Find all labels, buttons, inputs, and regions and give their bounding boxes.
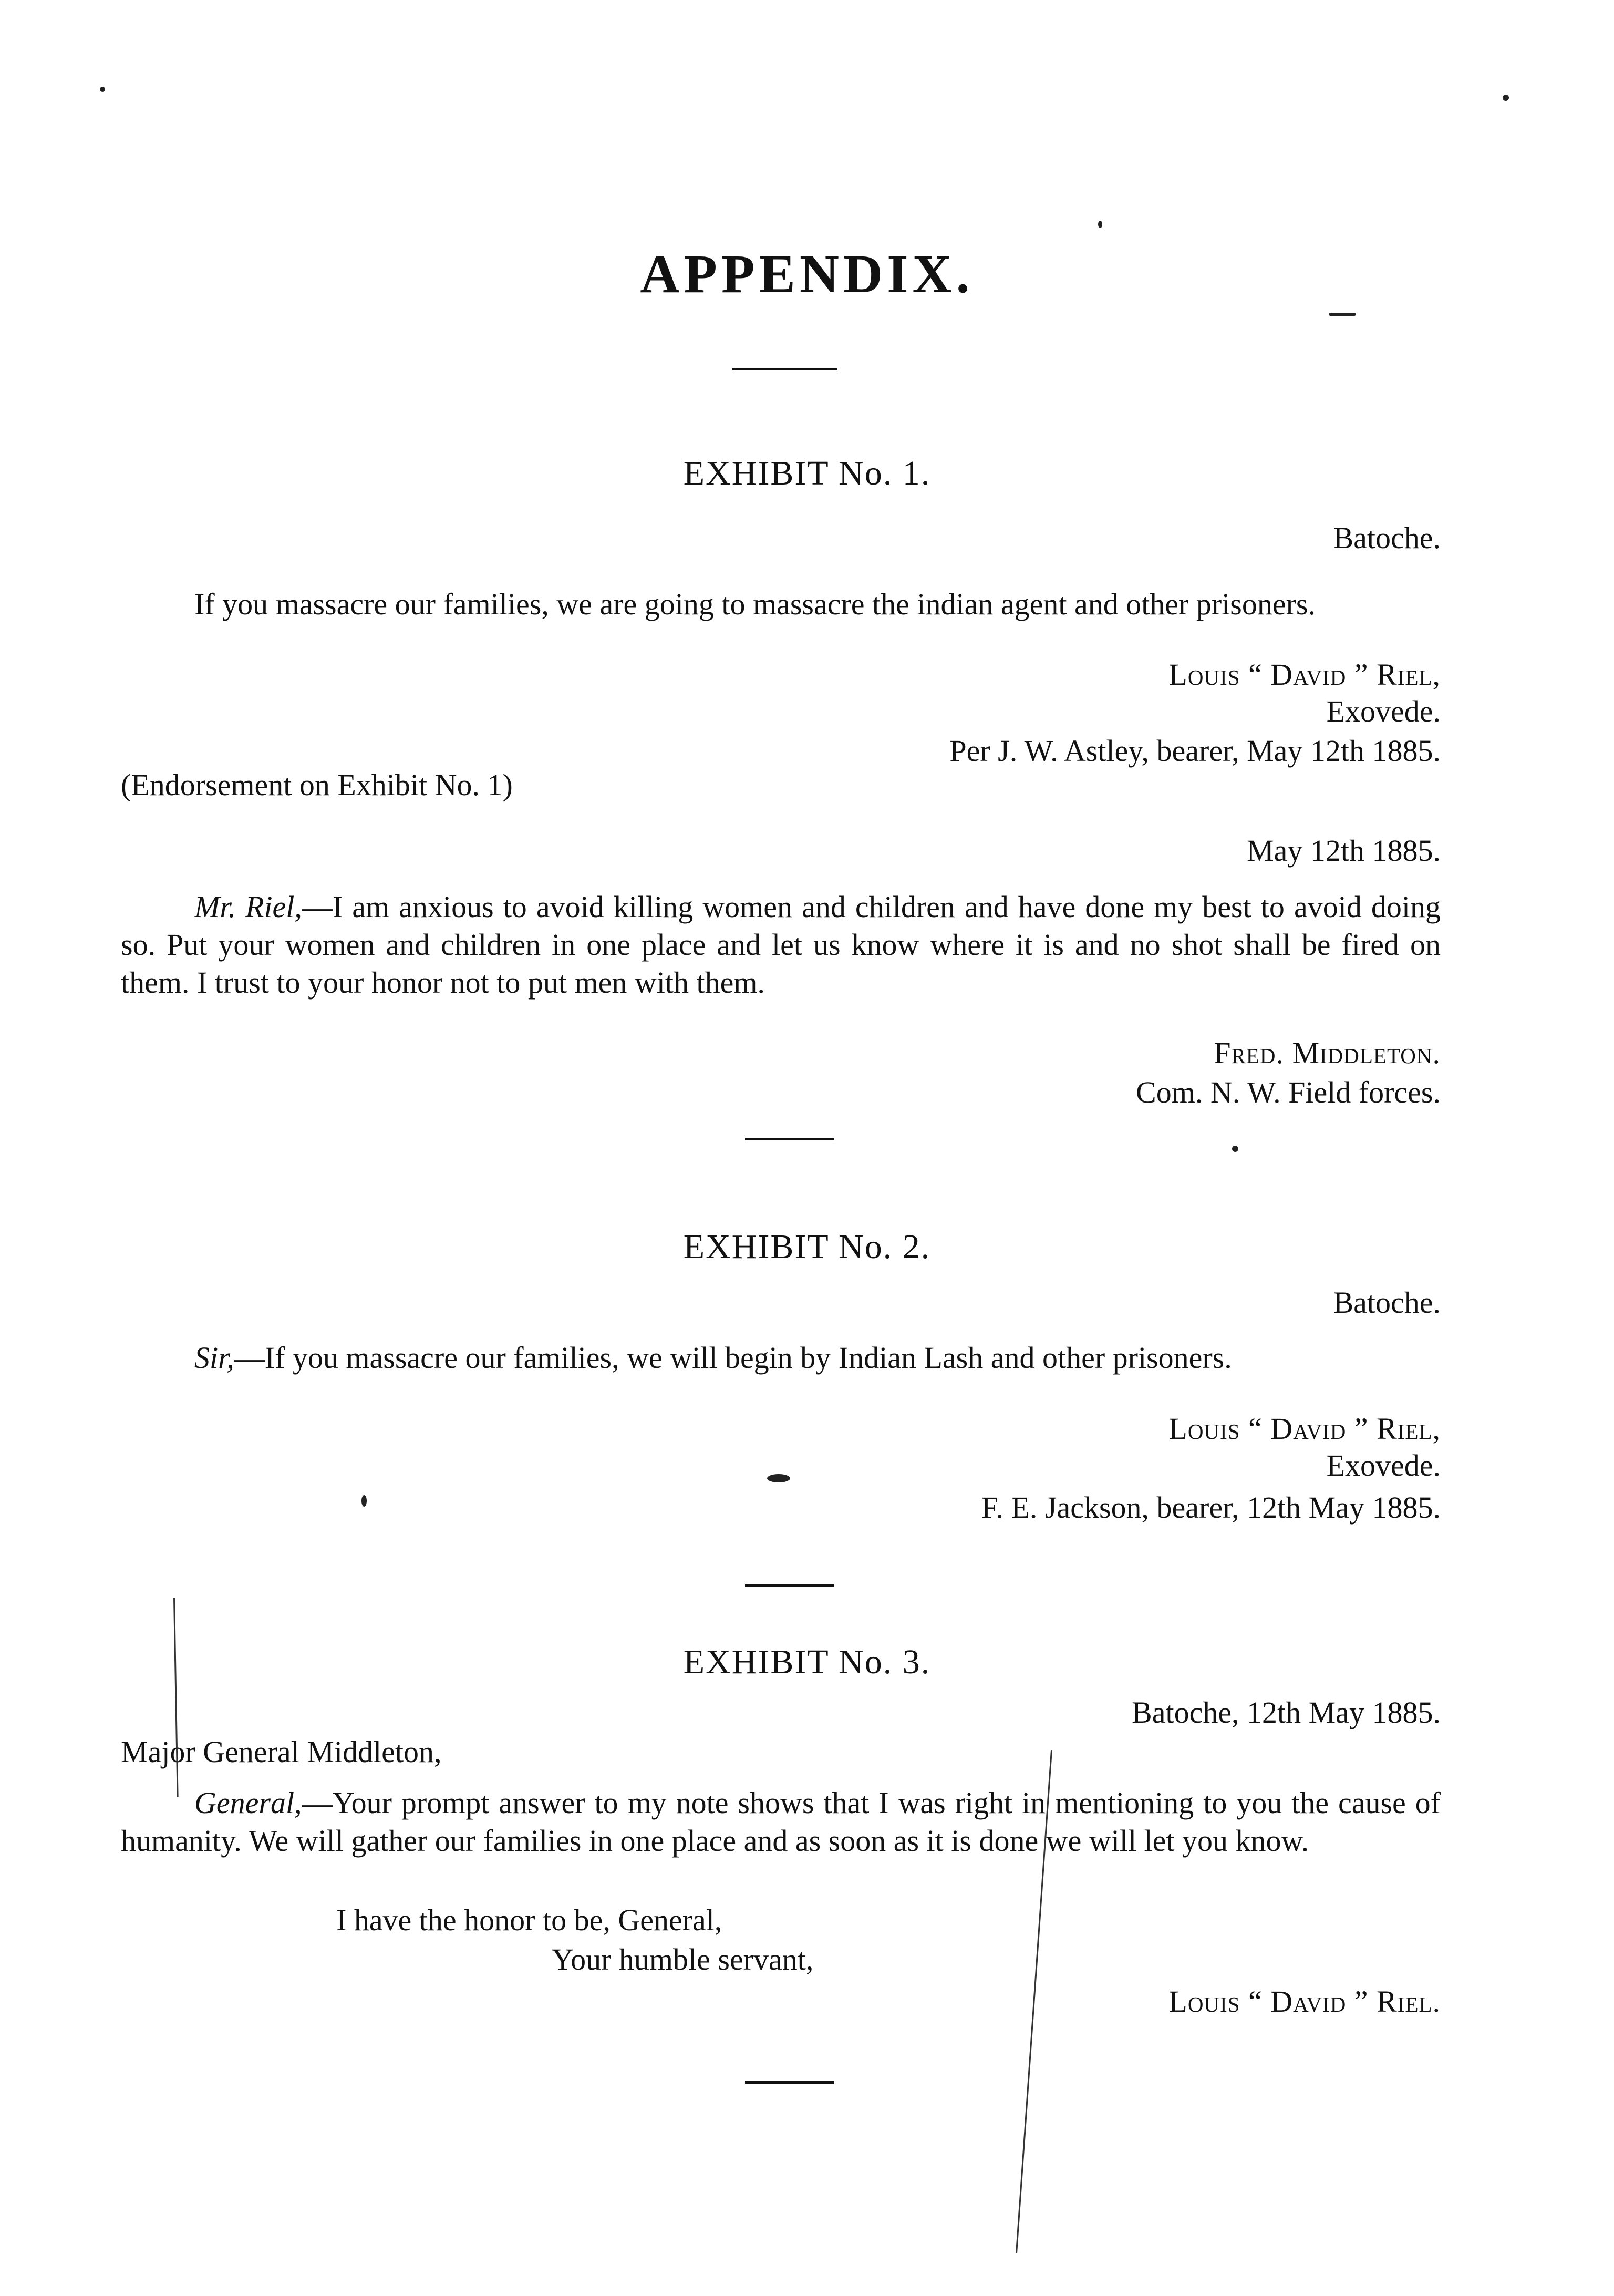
exhibit-3-place-date: Batoche, 12th May 1885. (1132, 1695, 1441, 1729)
exhibit-3-addressee: Major General Middleton, (121, 1735, 442, 1769)
exhibit-2-heading: EXHIBIT No. 2. (683, 1228, 931, 1266)
scan-speck (1232, 1146, 1238, 1152)
exhibit-2-signature: Louis “ David ” Riel, (1168, 1412, 1441, 1446)
exhibit-3-salutation: General, (194, 1786, 302, 1820)
exhibit-2-text: —If you massacre our families, we will begin by Indian Lash and other prisoners. (234, 1341, 1232, 1375)
endorsement-date: May 12th 1885. (1247, 833, 1441, 868)
exhibit-1-heading: EXHIBIT No. 1. (683, 454, 931, 492)
endorsement-signature: Fred. Middleton. (1214, 1036, 1441, 1070)
exhibit-2-place: Batoche. (1333, 1285, 1441, 1320)
exhibit-2-salutation: Sir, (194, 1341, 234, 1375)
scan-speck (1503, 95, 1509, 101)
exhibit-1-place: Batoche. (1333, 521, 1441, 555)
exhibit-1-body: If you massacre our families, we are going to massacre the indian agent and other prisoners. (194, 587, 1316, 621)
exhibit-3-closing-1: I have the honor to be, General, (336, 1903, 722, 1937)
scan-smudge (767, 1474, 790, 1482)
endorsement-salutation: Mr. Riel, (194, 890, 302, 924)
exhibit-1-signature: Louis “ David ” Riel, (1168, 657, 1441, 692)
scan-speck (361, 1495, 367, 1507)
scan-speck (100, 87, 105, 92)
divider (745, 2081, 834, 2084)
exhibit-3-text: —Your prompt answer to my note shows that I was right in mentioning to you the cause of humanity. We will gather our families in one place and as soon as it is done we will let you know. (121, 1786, 1441, 1858)
endorsement-body (121, 888, 1441, 1002)
endorsement-text: —I am anxious to avoid killing women and children and have done my best to avoid doing so. Put your women and children in one place and let us know where it is and no shot shall be fired on them. I trust to your honor not to put men with them. (121, 890, 1441, 1000)
exhibit-3-heading: EXHIBIT No. 3. (683, 1643, 931, 1681)
exhibit-1-signature-title: Exovede. (1326, 694, 1441, 728)
exhibit-3-body (121, 1784, 1441, 1860)
exhibit-3-closing-2: Your humble servant, (552, 1942, 814, 1976)
exhibit-3-signature: Louis “ David ” Riel. (1168, 1984, 1441, 2019)
divider (745, 1138, 834, 1140)
scan-speck (1329, 313, 1356, 316)
endorsement-note: (Endorsement on Exhibit No. 1) (121, 768, 513, 802)
exhibit-2-bearer: F. E. Jackson, bearer, 12th May 1885. (981, 1490, 1441, 1525)
divider (732, 368, 837, 370)
exhibit-2-signature-title: Exovede. (1326, 1448, 1441, 1482)
exhibit-2-body (121, 1339, 1441, 1377)
page-title: APPENDIX. (640, 244, 974, 304)
scan-speck (1098, 221, 1102, 228)
divider (745, 1584, 834, 1587)
exhibit-1-bearer: Per J. W. Astley, bearer, May 12th 1885. (949, 734, 1441, 768)
endorsement-signature-title: Com. N. W. Field forces. (1136, 1075, 1441, 1109)
